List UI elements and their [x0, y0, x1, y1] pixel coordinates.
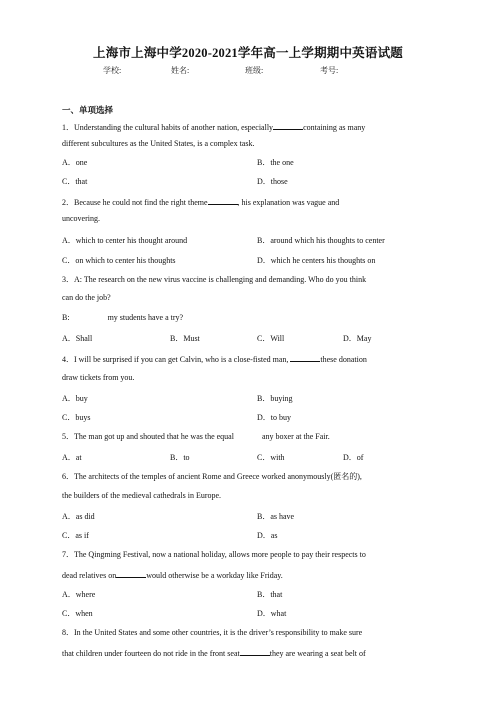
question-1-line-1: 1．Understanding the cultural habits of another nation, especially containing as many — [62, 123, 366, 132]
q2-option-d: D．which he centers his thoughts on — [257, 256, 376, 265]
q7-option-a: A．where — [62, 590, 96, 599]
q7-option-c: C．when — [62, 609, 93, 618]
q6-option-d: D．as — [257, 531, 278, 540]
q3-option-d: D．May — [343, 334, 372, 343]
q6-option-b: B．as have — [257, 512, 295, 521]
question-1-line-2: different subcultures as the United States, is a complex task. — [62, 139, 255, 148]
q1-option-b: B．the one — [257, 158, 294, 167]
question-3-line-3: B: my students have a try? — [62, 313, 184, 322]
answer-blank — [290, 353, 320, 362]
question-8-line-1: 8．In the United States and some other countries, it is the driver’s responsibility to make sure — [62, 628, 363, 637]
class-label: 班级: — [245, 66, 264, 75]
q3-option-c: C．Will — [257, 334, 285, 343]
question-2-line-1: 2．Because he could not find the right theme , his explanation was vague and — [62, 198, 340, 207]
school-label: 学校: — [103, 66, 122, 75]
q7-option-d: D．what — [257, 609, 287, 618]
q3-option-b: B．Must — [170, 334, 200, 343]
q2-option-a: A．which to center his thought around — [62, 236, 188, 245]
question-2-line-2: uncovering. — [62, 214, 100, 223]
q6-option-c: C．as if — [62, 531, 89, 540]
answer-blank — [240, 647, 270, 656]
page-title: 上海市上海中学2020-2021学年高一上学期期中英语试题 — [93, 46, 403, 60]
question-7-line-2: dead relatives on would otherwise be a workday like Friday. — [62, 571, 283, 580]
answer-blank — [208, 196, 238, 205]
q2-option-b: B．around which his thoughts to center — [257, 236, 385, 245]
question-6-line-2: the builders of the medieval cathedrals in Europe. — [62, 491, 222, 500]
section-heading: 一、单项选择 — [62, 105, 114, 115]
q1-option-a: A．one — [62, 158, 88, 167]
answer-blank — [273, 121, 303, 130]
question-6-line-1: 6．The architects of the temples of ancient Rome and Greece worked anonymously(匿名的), — [62, 472, 362, 481]
question-3-line-2: can do the job? — [62, 293, 111, 302]
question-7-line-1: 7．The Qingming Festival, now a national holiday, allows more people to pay their respects to — [62, 550, 366, 559]
answer-blank — [116, 569, 146, 578]
number-label: 考号: — [320, 66, 339, 75]
q3-option-a: A．Shall — [62, 334, 93, 343]
q5-option-c: C．with — [257, 453, 285, 462]
name-label: 姓名: — [171, 66, 190, 75]
q4-option-d: D．to buy — [257, 413, 291, 422]
q7-option-b: B．that — [257, 590, 283, 599]
question-5-line-1: 5．The man got up and shouted that he was the equal any boxer at the Fair. — [62, 432, 330, 441]
q4-option-c: C．buys — [62, 413, 91, 422]
q1-option-c: C．that — [62, 177, 88, 186]
q5-option-d: D．of — [343, 453, 364, 462]
q5-option-b: B．to — [170, 453, 190, 462]
q6-option-a: A．as did — [62, 512, 95, 521]
q4-option-b: B．buying — [257, 394, 293, 403]
q5-option-a: A．at — [62, 453, 82, 462]
q4-option-a: A．buy — [62, 394, 88, 403]
q2-option-c: C．on which to center his thoughts — [62, 256, 176, 265]
question-4-line-2: draw tickets from you. — [62, 373, 135, 382]
question-3-line-1: 3．A: The research on the new virus vaccine is challenging and demanding. Who do you think — [62, 275, 367, 284]
question-8-line-2: that children under fourteen do not ride in the front seat they are wearing a seat belt of — [62, 649, 366, 658]
q1-option-d: D．those — [257, 177, 288, 186]
question-4-line-1: 4．I will be surprised if you can get Calvin, who is a close-fisted man, these donation — [62, 355, 367, 364]
